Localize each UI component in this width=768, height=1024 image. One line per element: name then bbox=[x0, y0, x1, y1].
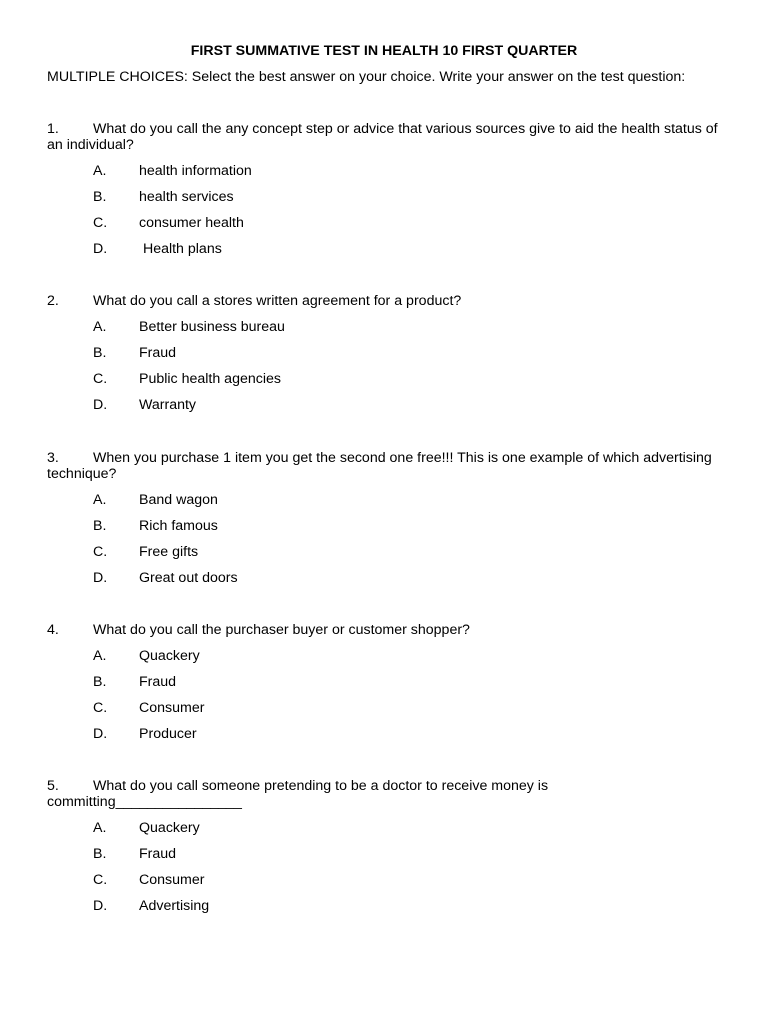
choice bbox=[47, 648, 737, 674]
choice-letter: C. bbox=[93, 872, 108, 888]
question-text bbox=[47, 622, 737, 638]
choice-text: health services bbox=[139, 189, 234, 205]
choice-letter: A. bbox=[93, 319, 107, 335]
choice-text: health information bbox=[139, 163, 252, 179]
question-prompt: What do you call the purchaser buyer or customer shopper? bbox=[93, 622, 470, 638]
question-number: 2. bbox=[47, 293, 59, 309]
choice-letter: D. bbox=[93, 570, 108, 586]
choice bbox=[47, 820, 567, 846]
choice bbox=[47, 898, 567, 924]
choice bbox=[47, 319, 737, 345]
question-prompt: When you purchase 1 item you get the second one free!!! This is one example of which advertising technique? bbox=[47, 450, 712, 482]
question bbox=[47, 121, 737, 267]
question-prompt: What do you call someone pretending to be a doctor to receive money is committing________________ bbox=[47, 778, 549, 810]
choice bbox=[47, 241, 737, 267]
choice-text: Band wagon bbox=[139, 492, 218, 508]
choice-text: Advertising bbox=[139, 898, 210, 914]
choice bbox=[47, 345, 737, 371]
choice-text: Fraud bbox=[139, 846, 177, 862]
choice-text: Quackery bbox=[139, 648, 200, 664]
choice bbox=[47, 726, 737, 752]
choice bbox=[47, 872, 567, 898]
choice-letter: D. bbox=[93, 726, 108, 742]
question-number: 4. bbox=[47, 622, 59, 638]
choice bbox=[47, 544, 737, 570]
choice bbox=[47, 492, 737, 518]
choice-letter: A. bbox=[93, 820, 107, 836]
choice bbox=[47, 189, 737, 215]
choice bbox=[47, 371, 737, 397]
choice-letter: C. bbox=[93, 700, 108, 716]
choice-letter: A. bbox=[93, 492, 107, 508]
choice-list bbox=[47, 648, 737, 752]
choice-letter: B. bbox=[93, 846, 107, 862]
choice-text: Warranty bbox=[139, 397, 197, 413]
choice-text: Great out doors bbox=[139, 570, 238, 586]
choice bbox=[47, 846, 567, 872]
question bbox=[47, 450, 737, 596]
choice-text: Producer bbox=[139, 726, 197, 742]
question-number: 1. bbox=[47, 121, 59, 137]
choice-text: Fraud bbox=[139, 345, 177, 361]
question-text bbox=[47, 778, 567, 810]
choice-text: Health plans bbox=[139, 241, 222, 257]
choice-letter: A. bbox=[93, 163, 107, 179]
choice-text: Public health agencies bbox=[139, 371, 281, 387]
choice-letter: D. bbox=[93, 898, 108, 914]
question-prompt: What do you call the any concept step or advice that various sources give to aid the health status of an individual? bbox=[47, 121, 718, 153]
choice bbox=[47, 518, 737, 544]
page-title: FIRST SUMMATIVE TEST IN HEALTH 10 FIRST QUARTER bbox=[190, 43, 578, 59]
choice bbox=[47, 700, 737, 726]
question bbox=[47, 622, 737, 752]
choice-text: Better business bureau bbox=[139, 319, 285, 335]
question-text bbox=[47, 450, 737, 482]
choice-letter: C. bbox=[93, 544, 108, 560]
choice-letter: B. bbox=[93, 518, 107, 534]
question-prompt: What do you call a stores written agreement for a product? bbox=[93, 293, 462, 309]
question-text bbox=[47, 293, 737, 309]
choice-letter: C. bbox=[93, 371, 108, 387]
choice-list bbox=[47, 319, 737, 423]
choice-letter: A. bbox=[93, 648, 107, 664]
choice bbox=[47, 397, 737, 423]
choice-text: Free gifts bbox=[139, 544, 199, 560]
choice-letter: D. bbox=[93, 397, 108, 413]
choice bbox=[47, 570, 737, 596]
choice-letter: B. bbox=[93, 189, 107, 205]
choice bbox=[47, 163, 737, 189]
question bbox=[47, 778, 567, 924]
choice-letter: B. bbox=[93, 345, 107, 361]
question bbox=[47, 293, 737, 423]
question-number: 5. bbox=[47, 778, 59, 794]
choice-text: Fraud bbox=[139, 674, 177, 690]
choice-letter: D. bbox=[93, 241, 108, 257]
instructions: MULTIPLE CHOICES: Select the best answer on your choice. Write your answer on the test question: bbox=[47, 69, 686, 85]
choice-list bbox=[47, 820, 567, 924]
choice-text: Consumer bbox=[139, 872, 205, 888]
choice-text: Consumer bbox=[139, 700, 205, 716]
choice-list bbox=[47, 163, 737, 267]
choice-letter: B. bbox=[93, 674, 107, 690]
choice-letter: C. bbox=[93, 215, 108, 231]
choice-text: consumer health bbox=[139, 215, 244, 231]
choice bbox=[47, 215, 737, 241]
choice-list bbox=[47, 492, 737, 596]
choice-text: Quackery bbox=[139, 820, 200, 836]
question-text bbox=[47, 121, 737, 153]
choice bbox=[47, 674, 737, 700]
question-number: 3. bbox=[47, 450, 59, 466]
choice-text: Rich famous bbox=[139, 518, 218, 534]
